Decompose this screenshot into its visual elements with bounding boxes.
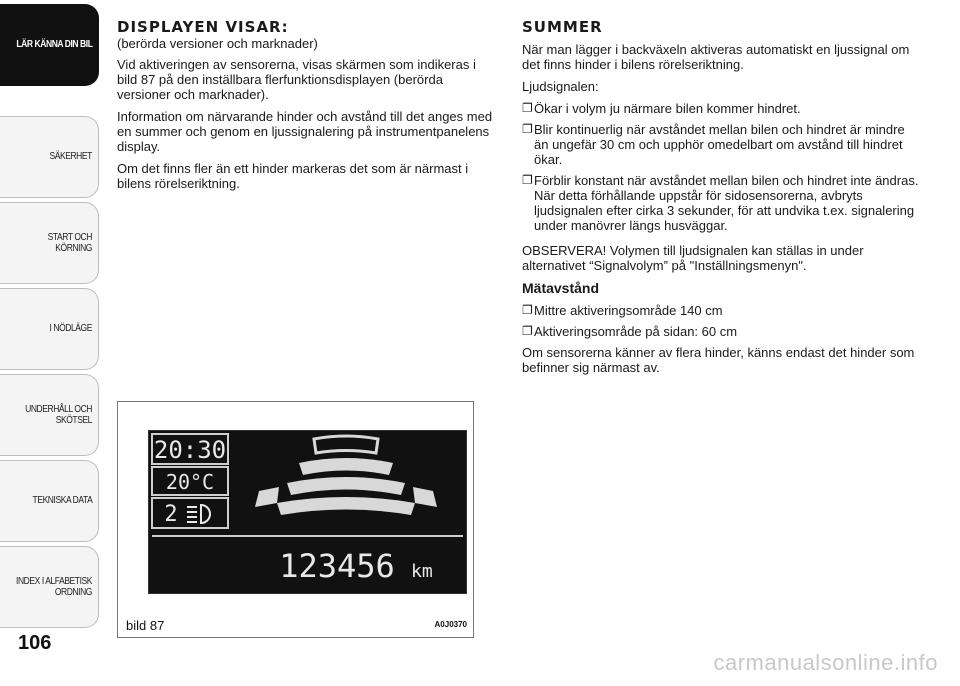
page-number: 106 <box>18 632 52 654</box>
display-subheading: (berörda versioner och marknader) <box>117 36 318 51</box>
multifunction-display <box>148 430 467 594</box>
time-readout: 20:30 <box>153 436 227 464</box>
checkbox-bullet-icon: ❐ <box>522 122 533 136</box>
tab-index[interactable]: INDEX I ALFABETISK ORDNING <box>0 546 99 628</box>
chapter-sidebar <box>0 0 100 686</box>
display-paragraph: Vid aktiveringen av sensorerna, visas skärmen som indikeras i bild 87 på den inställbara flerfunktionsdisplayen (berörda versioner och marknader). <box>117 57 476 102</box>
range-heading: Mätavstånd <box>522 280 600 296</box>
sensor-zone-outer <box>314 436 378 453</box>
tab-lar-kanna-din-bil[interactable]: LÄR KÄNNA DIN BIL <box>0 4 99 86</box>
sensor-zone-right <box>413 487 437 507</box>
tab-i-nodlage[interactable]: I NÖDLÄGE <box>0 288 99 370</box>
tab-sakerhet[interactable]: SÄKERHET <box>0 116 99 198</box>
summer-intro: När man lägger i backväxeln aktiveras automatiskt en ljussignal om det finns hinder i bilens rörelseriktning. <box>522 42 910 72</box>
display-paragraph: Information om närvarande hinder och avstånd till det anges med en summer och genom en ljussignalering på instrumentpanelens display. <box>117 109 493 154</box>
sensor-zone-center-2 <box>287 477 405 495</box>
watermark: carmanualsonline.info <box>713 650 938 675</box>
display-paragraph: Om det finns fler än ett hinder markeras det som är närmast i bilens rörelseriktning. <box>117 161 469 191</box>
summer-heading: SUMMER <box>522 18 603 36</box>
temperature-readout: 20°C <box>165 470 215 494</box>
figure-code: A0J0370 <box>434 620 467 629</box>
list-item: ❐ Ökar i volym ju närmare bilen kommer hindret. <box>522 101 801 116</box>
sensor-zone-center-1 <box>299 458 393 475</box>
left-column <box>117 18 493 198</box>
figure-bild-87 <box>117 401 474 638</box>
volume-note: OBSERVERA! Volymen till ljudsignalen kan ställas in under alternativet “Signalvolym” på "Inställningsmenyn". <box>522 243 864 273</box>
sensor-zone-center-3 <box>277 497 415 515</box>
odometer-unit: km <box>411 561 433 582</box>
checkbox-bullet-icon: ❐ <box>522 303 533 317</box>
tab-tekniska-data[interactable]: TEKNISKA DATA <box>0 460 99 542</box>
checkbox-bullet-icon: ❐ <box>522 173 533 187</box>
odometer-readout: 123456 <box>279 547 395 585</box>
list-item: ❐ Blir kontinuerlig när avståndet mellan bilen och hindret är mindre än ungefär 30 cm och upphör omedelbart om avstånd till hindret ökar. <box>522 122 905 167</box>
right-column <box>522 18 922 382</box>
parking-sensor-display-graphic <box>149 431 466 593</box>
checkbox-bullet-icon: ❐ <box>522 101 533 115</box>
list-item: ❐ Förblir konstant när avståndet mellan bilen och hindret inte ändras. När detta förhållande uppstår för sidosensorerna, avbryts ljudsignalen efter cirka 3 sekunder, för att undvika t.ex. signalering under manövrer längs husväggar. <box>522 173 919 233</box>
list-item: ❐ Aktiveringsområde på sidan: 60 cm <box>522 324 738 339</box>
checkbox-bullet-icon: ❐ <box>522 324 533 338</box>
sensor-zone-left <box>255 487 279 507</box>
closing-paragraph: Om sensorerna känner av flera hinder, känns endast det hinder som befinner sig närmast av. <box>522 345 915 375</box>
tab-start-och-korning[interactable]: START OCH KÖRNING <box>0 202 99 284</box>
headlight-icon <box>187 505 210 523</box>
signal-label: Ljudsignalen: <box>522 79 599 94</box>
list-item: ❐ Mittre aktiveringsområde 140 cm <box>522 303 723 318</box>
gear-readout: 2 <box>164 502 178 527</box>
rear-sensor-zones <box>255 436 437 515</box>
display-heading: DISPLAYEN VISAR: <box>117 18 289 36</box>
figure-caption: bild 87 <box>126 618 165 633</box>
tab-underhall-och-skotsel[interactable]: UNDERHÅLL OCH SKÖTSEL <box>0 374 99 456</box>
